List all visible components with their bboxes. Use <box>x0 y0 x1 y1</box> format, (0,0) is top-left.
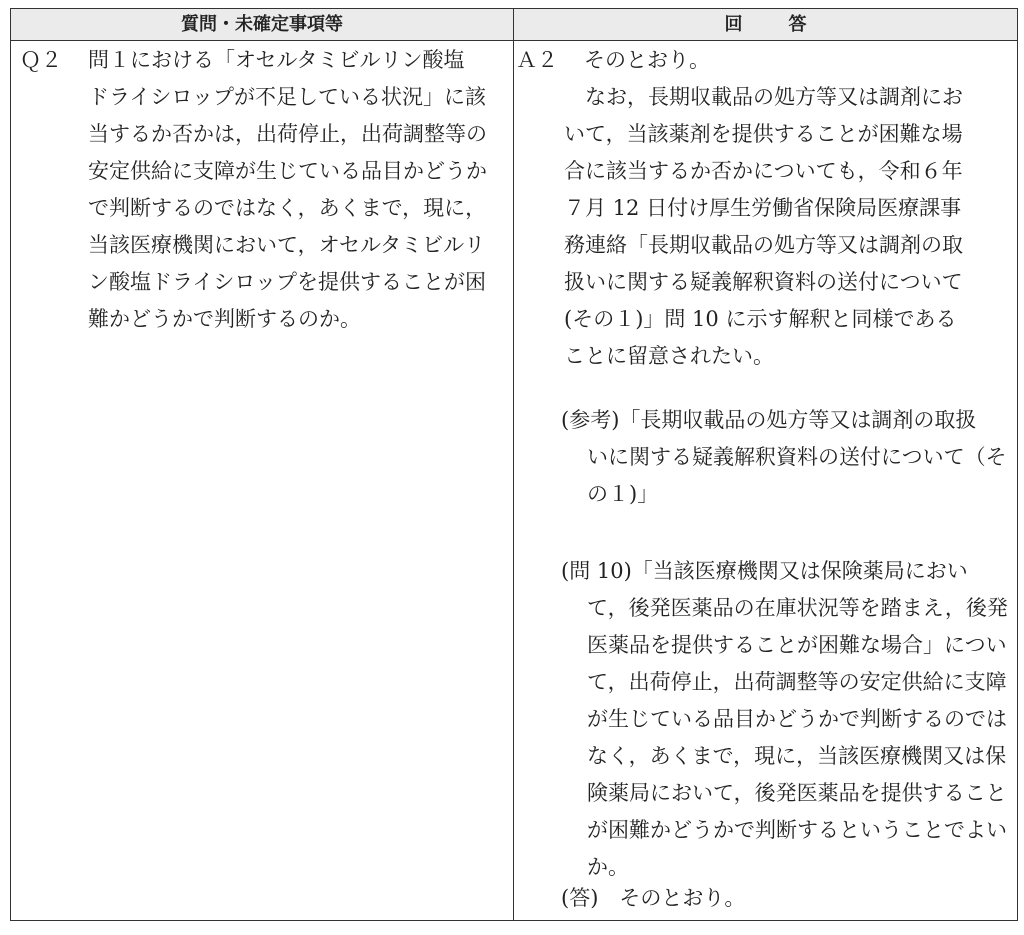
question10-line: 医薬品を提供することが困難な場合」につい <box>587 633 1007 657</box>
question10-text <box>587 590 1008 886</box>
answer-label: Ａ２ <box>516 48 558 72</box>
reference-text <box>587 439 1007 513</box>
answer-line: ことに留意されたい。 <box>564 344 774 368</box>
question-line: 難かどうかで判断するのか。 <box>88 307 361 331</box>
question10-line: が生じている品目かどうかで判断するのでは <box>587 707 1007 731</box>
answer-body <box>564 79 963 375</box>
header-answer-column: 回答 <box>724 14 853 35</box>
question10-line: が困難かどうかで判断するということでよい <box>587 818 1007 842</box>
answer-line: ７月 12 日付け厚生労働省保険局医療課事 <box>564 196 962 220</box>
reply-text: (答) そのとおり。 <box>561 886 746 910</box>
question10-line: なく，あくまで，現に，当該医療機関又は保 <box>587 744 1007 768</box>
answer-first-line: そのとおり。 <box>584 48 710 72</box>
answer-line: 合に該当するか否かについても，令和６年 <box>564 159 963 183</box>
answer-line: なお，長期収載品の処方等又は調剤にお <box>564 85 963 109</box>
question-line: ン酸塩ドライシロップを提供することが困 <box>88 270 486 294</box>
header-question-column: 質問・未確定事項等 <box>181 14 343 35</box>
question-label: Ｑ２ <box>20 48 62 72</box>
table-header <box>11 9 1017 41</box>
reference-line: の１)」 <box>587 482 659 506</box>
question-line: で判断するのではなく，あくまで，現に， <box>88 196 487 220</box>
answer-line: (その１)」問 10 に示す解釈と同様である <box>564 307 957 331</box>
question10-line: て，後発医薬品の在庫状況等を踏まえ，後発 <box>587 596 1008 620</box>
question-line: 安定供給に支障が生じている品目かどうか <box>88 159 487 183</box>
reference-heading: (参考)「長期収載品の処方等又は調剤の取扱 <box>561 408 977 432</box>
answer-line: いて，当該薬剤を提供することが困難な場 <box>564 122 963 146</box>
answer-line: 務連絡「長期収載品の処方等又は調剤の取 <box>564 233 963 257</box>
question-line: 問１における「オセルタミビルリン酸塩 <box>88 48 465 72</box>
question-line: 当該医療機関において，オセルタミビルリ <box>88 233 486 257</box>
question10-line: 険薬局において，後発医薬品を提供すること <box>587 781 1007 805</box>
column-divider <box>513 9 514 920</box>
question-text <box>88 42 487 338</box>
question10-heading: (問 10)「当該医療機関又は保険薬局におい <box>561 559 968 583</box>
question10-line: て，出荷停止，出荷調整等の安定供給に支障 <box>587 670 1007 694</box>
question-line: ドライシロップが不足している状況」に該 <box>88 85 486 109</box>
reference-line: いに関する疑義解釈資料の送付について（そ <box>587 445 1007 469</box>
question-line: 当するか否かは，出荷停止，出荷調整等の <box>88 122 487 146</box>
answer-line: 扱いに関する疑義解釈資料の送付について <box>564 270 963 294</box>
question10-line: か。 <box>587 855 629 879</box>
